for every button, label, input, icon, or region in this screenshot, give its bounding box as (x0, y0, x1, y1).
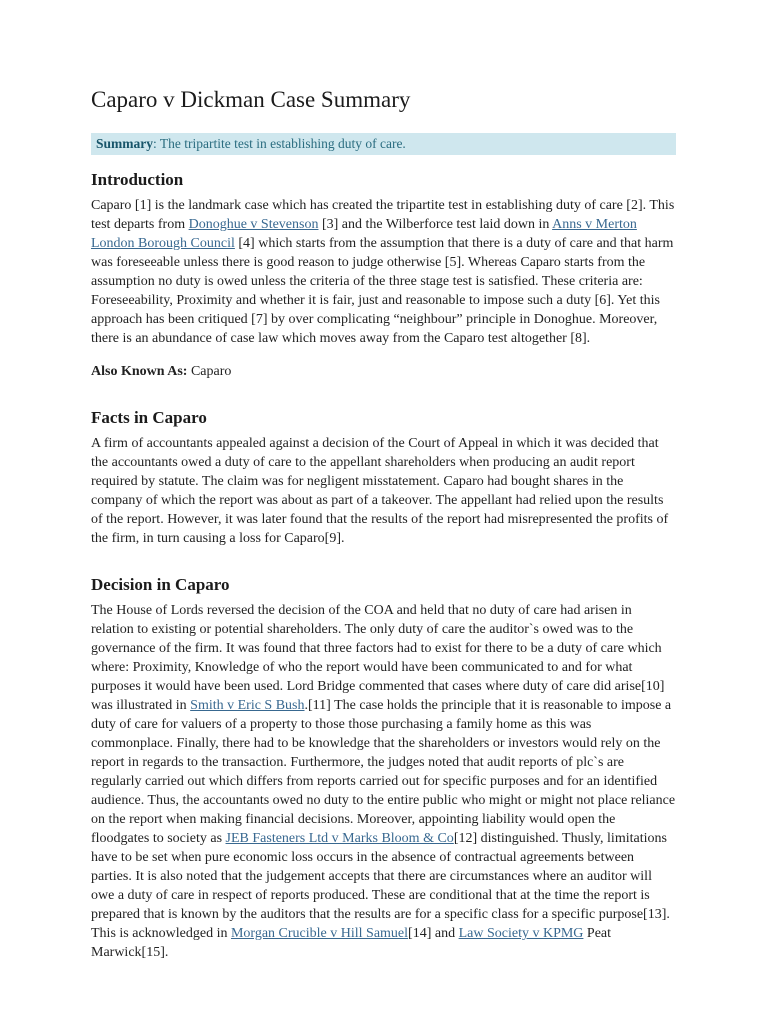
case-link[interactable]: JEB Fasteners Ltd v Marks Bloom & Co (225, 831, 454, 846)
case-link[interactable]: Donoghue v Stevenson (188, 217, 319, 232)
paragraph-text: Peat Marwick[15]. (91, 926, 612, 960)
section-heading-decision: Decision in Caparo (91, 575, 230, 594)
summary-text: : The tripartite test in establishing duty of care. (153, 136, 406, 151)
case-link[interactable]: Smith v Eric S Bush (190, 698, 305, 713)
also-known-as-line (91, 362, 676, 381)
section-facts (91, 407, 676, 548)
summary-box (91, 133, 676, 155)
introduction-paragraph (91, 196, 676, 348)
summary-label: Summary (96, 136, 153, 151)
section-introduction (91, 169, 676, 348)
paragraph-text: [14] and (408, 926, 459, 941)
paragraph-text: A firm of accountants appealed against a decision of the Court of Appeal in which it was decided that the accountants owed a duty of care to the appellant shareholders when producing an audit report required by statute. The claim was for negligent misstatement. Caparo had bought shares in the company of which the report was about as part of a takeover. The appellant had relied upon the results of the report. However, it was later found that the results of the report had misrepresented the profits of the firm, in turn causing a loss for Caparo[9]. (91, 436, 669, 546)
document-title: Caparo v Dickman Case Summary (91, 87, 411, 112)
paragraph-text: .[11] The case holds the principle that it is reasonable to impose a duty of care for valuers of a property to those those purchasing a family home as this was commonplace. Finally, there had to be knowledge that the shareholders or investors would rely on the report in regards to the transaction. Furthermore, the judges noted that audit reports of plc`s are regularly carried out which differs from reports carried out for specific purposes and for an identified audience. Thus, the accountants owed no duty to the entire public who might or might not place reliance on the report when making financial decisions. Moreover, appointing liability would open the floodgates to society as (91, 698, 676, 846)
section-decision (91, 574, 676, 962)
also-known-as-value: Caparo (190, 364, 232, 379)
case-link[interactable]: Morgan Crucible v Hill Samuel (230, 926, 409, 941)
case-link[interactable]: Anns v Merton London Borough Council (91, 217, 637, 251)
facts-paragraph (91, 434, 676, 548)
section-heading-introduction: Introduction (91, 170, 184, 189)
paragraph-text: [4] which starts from the assumption that there is a duty of care and that harm was foreseeable unless there is good reason to judge otherwise [5]. Whereas Caparo starts from the assumption no duty is owed unless the criteria of the three stage test is satisfied. These criteria are: Foreseeability, Proximity and whether it is fair, just and reasonable to impose such a duty [6]. Yet this approach has been critiqued [7] by over complicating “neighbour” principle in Donoghue. Moreover, there is an abundance of case law which moves away from the Caparo test altogether [8]. (91, 236, 674, 346)
paragraph-text: The House of Lords reversed the decision of the COA and held that no duty of care had arisen in relation to existing or potential shareholders. The only duty of care the auditor`s owed was to the governance of the firm. It was found that three factors had to exist for there to be a duty of care which where: Proximity, Knowledge of who the report would have been communicated to and for what purposes it would have been used. Lord Bridge commented that cases where duty of care did arise[10] was illustrated in (91, 603, 665, 713)
case-link[interactable]: Law Society v KPMG (458, 926, 584, 941)
decision-paragraph (91, 601, 676, 962)
paragraph-text: Caparo [1] is the landmark case which has created the tripartite test in establishing duty of care [2]. This test departs from (91, 198, 675, 232)
paragraph-text: [12] distinguished. Thusly, limitations have to be set when pure economic loss occurs in the absence of contractual agreements between parties. It is also noted that the judgement accepts that there are circumstances where an auditor will owe a duty of care in respect of reports produced. These are conditional that at the time the report is prepared that is known by the auditors that the results are for a specific class for a specific purpose[13]. This is acknowledged in (91, 831, 670, 941)
also-known-as-label: Also Known As: (91, 364, 188, 379)
section-heading-facts: Facts in Caparo (91, 408, 207, 427)
paragraph-text: [3] and the Wilberforce test laid down in (318, 217, 553, 232)
